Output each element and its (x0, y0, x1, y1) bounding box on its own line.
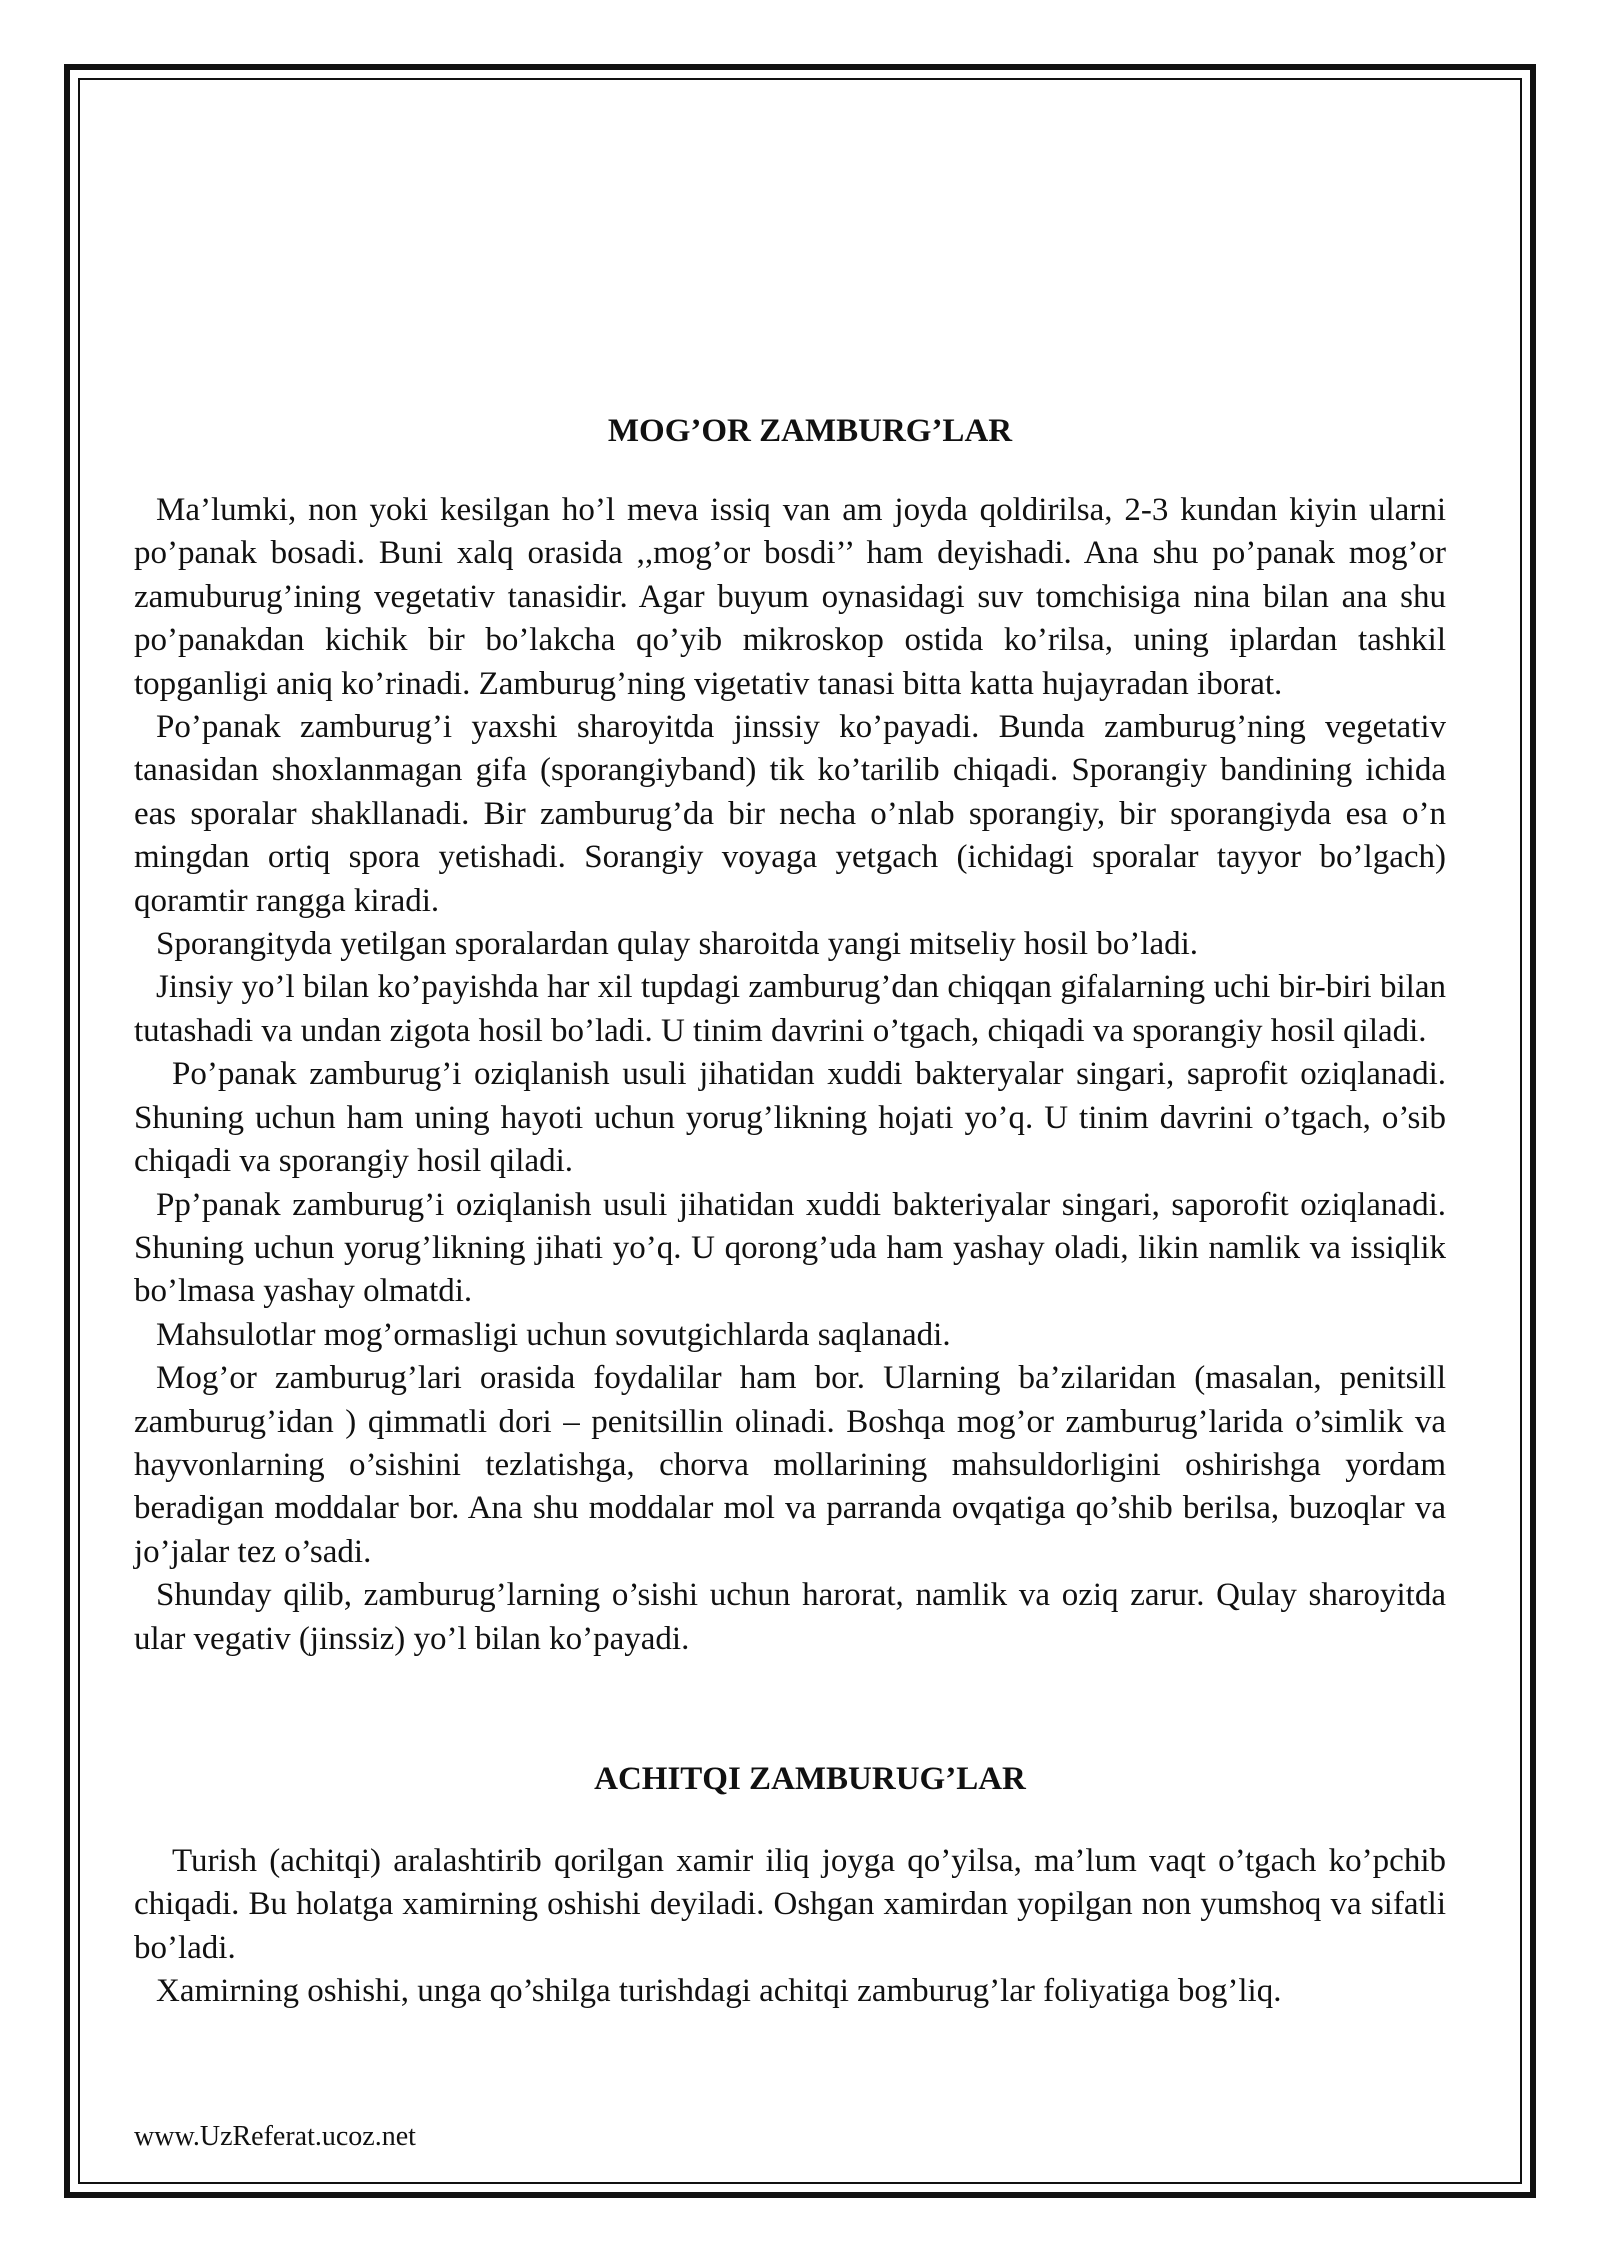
paragraph: Po’panak zamburug’i oziqlanish usuli jihatidan xuddi bakteryalar singari, saprofit oziqlanadi. Shuning uchun ham uning hayoti uchun yorug’likning hojati yo’q. U tinim davrini o’tgach, o’sib chiqadi va sporangiy hosil qiladi. (134, 1056, 1446, 1180)
paragraph: Pp’panak zamburug’i oziqlanish usuli jihatidan xuddi bakteriyalar singari, saporofit oziqlanadi. Shuning uchun yorug’likning jihati yo’q. U qorong’uda ham yashay oladi, likin namlik va issiqlik bo’lmasa yashay olmatdi. (134, 1186, 1446, 1310)
section-title-mogor: MOG’OR ZAMBURG’LAR (607, 413, 1013, 449)
paragraph: Po’panak zamburug’i yaxshi sharoyitda jinssiy ko’payadi. Bunda zamburug’ning vegetativ tanasidan shoxlanmagan gifa (sporangiyband) tik ko’tarilib chiqadi. Sporangiy bandining ichida eas sporalar shakllanadi. Bir zamburug’da bir necha o’nlab sporangiy, bir sporangiyda esa o’n mingdan ortiq spora yetishadi. Sorangiy voyaga yetgach (ichidagi sporalar tayyor bo’lgach) qoramtir rangga kiradi. (134, 709, 1446, 919)
footer-website: www.UzReferat.ucoz.net (134, 2121, 416, 2152)
document-body (134, 410, 1446, 2014)
paragraph: Ma’lumki, non yoki kesilgan ho’l meva issiq van am joyda qoldirilsa, 2-3 kundan kiyin ularni po’panak bosadi. Buni xalq orasida ,,mog’or bosdi’’ ham deyishadi. Ana shu po’panak mog’or zamuburug’ining vegetativ tanasidir. Agar buyum oynasidagi suv tomchisiga nina bilan ana shu po’panakdan kichik bir bo’lakcha qo’yib mikroskop ostida ko’rilsa, uning iplardan tashkil topganligi aniq ko’rinadi. Zamburug’ning vigetativ tanasi bitta katta hujayradan iborat. (134, 492, 1446, 702)
paragraph: Jinsiy yo’l bilan ko’payishda har xil tupdagi zamburug’dan chiqqan gifalarning uchi bir-biri bilan tutashadi va undan zigota hosil bo’ladi. U tinim davrini o’tgach, chiqadi va sporangiy hosil qiladi. (134, 969, 1446, 1049)
section-title-achitqi: ACHITQI ZAMBURUG’LAR (594, 1760, 1026, 1797)
paragraph: Shunday qilib, zamburug’larning o’sishi uchun harorat, namlik va oziq zarur. Qulay sharoyitda ular vegativ (jinssiz) yo’l bilan ko’payadi. (134, 1577, 1446, 1657)
paragraph: Mahsulotlar mog’ormasligi uchun sovutgichlarda saqlanadi. (156, 1316, 951, 1353)
paragraph: Mog’or zamburug’lari orasida foydalilar ham bor. Ularning ba’zilaridan (masalan, penitsill zamburug’idan ) qimmatli dori – penitsillin olinadi. Boshqa mog’or zamburug’larida o’simlik va hayvonlarning o’sishini tezlatishga, chorva mollarining mahsuldorligini oshirishga yordam beradigan moddalar bor. Ana shu moddalar mol va parranda ovqatiga qo’shib berilsa, buzoqlar va jo’jalar tez o’sadi. (134, 1360, 1446, 1570)
paragraph: Turish (achitqi) aralashtirib qorilgan xamir iliq joyga qo’yilsa, ma’lum vaqt o’tgach ko’pchib chiqadi. Bu holatga xamirning oshishi deyiladi. Oshgan xamirdan yopilgan non yumshoq va sifatli bo’ladi. (134, 1842, 1446, 1966)
paragraph: Sporangityda yetilgan sporalardan qulay sharoitda yangi mitseliy hosil bo’ladi. (156, 926, 1199, 963)
paragraph: Xamirning oshishi, unga qo’shilga turishdagi achitqi zamburug’lar foliyatiga bog’liq. (156, 1973, 1282, 2010)
